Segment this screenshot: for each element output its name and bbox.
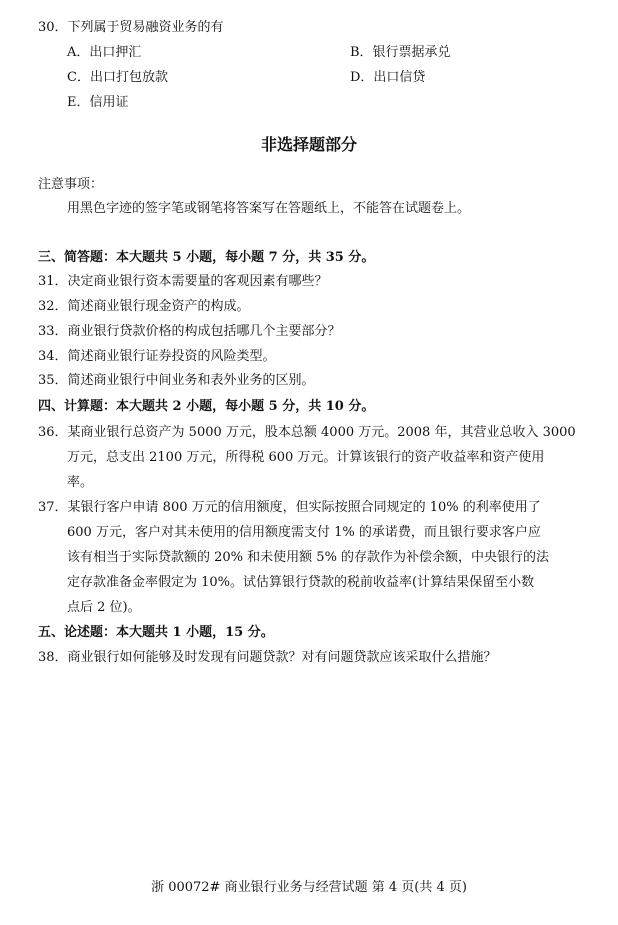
- question-33: 33．商业银行贷款价格的构成包括哪几个主要部分？: [38, 324, 341, 339]
- part5-heading: 五、论述题：本大题共 1 小题，15 分。: [38, 625, 274, 640]
- question-32: 32．简述商业银行现金资产的构成。: [38, 299, 250, 314]
- page-footer: 浙 00072# 商业银行业务与经营试题 第 4 页(共 4 页): [151, 880, 467, 895]
- q30-option-b: B．银行票据承兑: [350, 45, 451, 60]
- part4-heading: 四、计算题：本大题共 2 小题，每小题 5 分，共 10 分。: [38, 399, 375, 414]
- notice-text: 用黑色字迹的签字笔或钢笔将答案写在答题纸上，不能答在试题卷上。: [67, 201, 471, 216]
- question-37-line-4: 定存款准备金率假定为 10%。试估算银行贷款的税前收益率(计算结果保留至小数: [67, 575, 535, 590]
- q30-option-a: A．出口押汇: [67, 45, 142, 60]
- question-37-line-5: 点后 2 位)。: [67, 600, 141, 615]
- section-title: 非选择题部分: [260, 135, 357, 154]
- question-35: 35．简述商业银行中间业务和表外业务的区别。: [38, 373, 315, 388]
- question-36-line-3: 率。: [67, 475, 94, 490]
- q30-option-c: C．出口打包放款: [67, 70, 168, 85]
- q30-option-d: D．出口信贷: [350, 70, 426, 85]
- question-37-line-2: 600 万元，客户对其未使用的信用额度需支付 1% 的承诺费，而且银行要求客户应: [67, 525, 541, 540]
- part3-heading: 三、简答题：本大题共 5 小题，每小题 7 分，共 35 分。: [38, 250, 375, 265]
- question-34: 34．简述商业银行证券投资的风险类型。: [38, 349, 276, 364]
- question-36-line-2: 万元，总支出 2100 万元，所得税 600 万元。计算该银行的资产收益率和资产使用: [67, 450, 545, 465]
- notice-heading: 注意事项：: [38, 177, 104, 192]
- question-36-line-1: 36．某商业银行总资产为 5000 万元，股本总额 4000 万元。2008 年，其营业总收入 3000: [38, 425, 576, 440]
- question-38: 38．商业银行如何能够及时发现有问题贷款？对有问题贷款应该采取什么措施？: [38, 650, 497, 665]
- question-31: 31．决定商业银行资本需要量的客观因素有哪些？: [38, 274, 328, 289]
- question-37-line-3: 该有相当于实际贷款额的 20% 和未使用额 5% 的存款作为补偿余额，中央银行的法: [67, 550, 550, 565]
- q30-option-e: E．信用证: [67, 95, 129, 110]
- question-37-line-1: 37．某银行客户申请 800 万元的信用额度，但实际按照合同规定的 10% 的利率使用了: [38, 500, 541, 515]
- q30-stem: 30．下列属于贸易融资业务的有: [38, 20, 224, 35]
